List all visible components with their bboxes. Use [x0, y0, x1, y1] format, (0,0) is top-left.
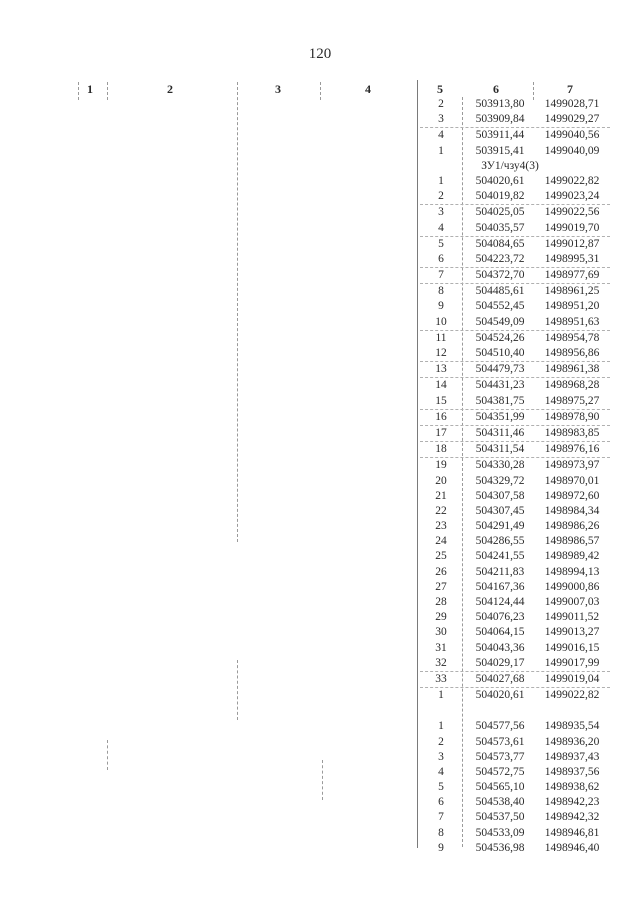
y-coordinate: 1499028,71: [544, 98, 600, 110]
y-coordinate: 1498978,90: [544, 410, 600, 423]
point-number: 12: [435, 347, 447, 359]
table-row: [420, 565, 610, 580]
x-coordinate: 504076,23: [475, 611, 525, 624]
table-row: [420, 810, 610, 825]
x-coordinate: 504307,45: [475, 504, 525, 517]
y-coordinate: 1499000,86: [544, 580, 600, 593]
table-row: [420, 144, 610, 159]
point-number: 20: [435, 474, 447, 487]
x-coordinate: 504291,49: [475, 520, 525, 533]
column-header-7: 7: [567, 82, 573, 96]
point-number: 14: [435, 379, 447, 392]
coordinates-table: [420, 97, 610, 856]
y-coordinate: 1499019,70: [544, 221, 600, 234]
y-coordinate: 1499017,99: [544, 656, 600, 669]
table-row: [420, 580, 610, 595]
x-coordinate: 504020,61: [475, 174, 525, 187]
x-coordinate: 504549,09: [475, 315, 525, 328]
point-number: 16: [435, 410, 447, 423]
table-row: [420, 504, 610, 519]
table-row: [420, 595, 610, 610]
point-number: 28: [435, 596, 447, 608]
point-number: 9: [438, 300, 444, 313]
y-coordinate: 1498994,13: [544, 565, 600, 578]
x-coordinate: 504577,56: [475, 720, 525, 733]
y-coordinate: 1498995,31: [544, 252, 600, 265]
column-divider: [237, 660, 238, 720]
x-coordinate: 504524,26: [475, 331, 525, 344]
point-number: 3: [438, 113, 444, 126]
x-coordinate: 503913,80: [475, 98, 525, 110]
y-coordinate: 1499022,82: [544, 689, 600, 702]
table-row: [420, 442, 610, 458]
table-row: [420, 474, 610, 489]
point-number: 6: [438, 252, 444, 265]
y-coordinate: 1499022,56: [544, 206, 600, 219]
point-number: 8: [438, 285, 444, 298]
y-coordinate: 1498942,32: [544, 811, 600, 824]
column-header-5: 5: [437, 82, 443, 96]
point-number: 5: [438, 237, 444, 250]
y-coordinate: 1499029,27: [544, 113, 600, 126]
y-coordinate: 1499040,56: [544, 129, 600, 142]
y-coordinate: 1498973,97: [544, 459, 600, 472]
point-number: 31: [435, 641, 447, 654]
y-coordinate: 1498937,56: [544, 765, 600, 778]
x-coordinate: 504311,54: [475, 443, 525, 456]
point-number: 3: [438, 750, 444, 763]
y-coordinate: 1498942,23: [544, 796, 600, 809]
table-row: [420, 672, 610, 688]
column-header-2: 2: [167, 82, 173, 96]
y-coordinate: 1498976,16: [544, 443, 600, 456]
y-coordinate: 1499016,15: [544, 641, 600, 654]
y-coordinate: 1498989,42: [544, 550, 600, 563]
table-row: [420, 189, 610, 205]
x-coordinate: 504485,61: [475, 285, 525, 298]
x-coordinate: 504223,72: [475, 252, 525, 265]
table-row: [420, 656, 610, 672]
point-number: 32: [435, 656, 447, 669]
x-coordinate: 504043,36: [475, 641, 525, 654]
table-row: [420, 221, 610, 237]
point-number: 1: [438, 689, 444, 702]
x-coordinate: 504027,68: [475, 672, 525, 685]
x-coordinate: 504351,99: [475, 410, 525, 423]
table-row: [420, 205, 610, 220]
point-number: 19: [435, 459, 447, 472]
table-row: [420, 826, 610, 841]
x-coordinate: 504307,58: [475, 489, 525, 502]
point-number: 8: [438, 826, 444, 839]
table-row: [420, 268, 610, 284]
x-coordinate: 504124,44: [475, 596, 525, 608]
column-header-3: 3: [275, 82, 281, 96]
x-coordinate: 504479,73: [475, 363, 525, 376]
x-coordinate: 504536,98: [475, 841, 525, 854]
x-coordinate: 504286,55: [475, 535, 525, 548]
x-coordinate: 504565,10: [475, 781, 525, 794]
x-coordinate: 504431,23: [475, 379, 525, 392]
y-coordinate: 1499040,09: [544, 144, 600, 157]
x-coordinate: 504211,83: [475, 565, 525, 578]
x-coordinate: 504167,36: [475, 580, 525, 593]
point-number: 25: [435, 550, 447, 563]
y-coordinate: 1498937,43: [544, 750, 600, 763]
table-row: [420, 97, 610, 112]
table-row: [420, 331, 610, 346]
point-number: 27: [435, 580, 447, 593]
x-coordinate: 504029,17: [475, 656, 525, 669]
y-coordinate: 1498936,20: [544, 735, 600, 748]
point-number: 1: [438, 144, 444, 157]
column-header-4: 4: [365, 82, 371, 96]
column-divider: [237, 82, 238, 542]
x-coordinate: 504311,46: [475, 426, 525, 439]
point-number: 13: [435, 363, 447, 376]
table-row: [420, 735, 610, 750]
y-coordinate: 1498972,60: [544, 489, 600, 502]
point-number: 17: [435, 426, 447, 439]
point-number: 7: [438, 811, 444, 824]
x-coordinate: 503911,44: [475, 129, 525, 142]
x-coordinate: 504510,40: [475, 347, 525, 359]
table-row: [420, 841, 610, 856]
y-coordinate: 1498956,86: [544, 347, 600, 359]
column-divider: [107, 740, 108, 770]
point-number: 6: [438, 796, 444, 809]
table-row: [420, 299, 610, 314]
y-coordinate: 1499007,03: [544, 596, 600, 608]
point-number: 4: [438, 765, 444, 778]
point-number: 4: [438, 221, 444, 234]
section-label: ЗУ1/чзу4(3): [481, 159, 539, 172]
x-coordinate: 504537,50: [475, 811, 525, 824]
x-coordinate: 504330,28: [475, 459, 525, 472]
table-row: [420, 458, 610, 473]
x-coordinate: 504084,65: [475, 237, 525, 250]
table-row: [420, 519, 610, 534]
y-coordinate: 1498946,40: [544, 841, 600, 854]
table-row: [420, 688, 610, 703]
x-coordinate: 504019,82: [475, 190, 525, 203]
y-coordinate: 1498938,62: [544, 781, 600, 794]
table-row: [420, 378, 610, 393]
point-number: 22: [435, 504, 447, 517]
x-coordinate: 504572,75: [475, 765, 525, 778]
table-row: [420, 252, 610, 268]
point-number: 11: [435, 331, 447, 344]
table-row: [420, 489, 610, 504]
y-coordinate: 1498951,63: [544, 315, 600, 328]
y-coordinate: 1499011,52: [544, 611, 600, 624]
x-coordinate: 504025,05: [475, 206, 525, 219]
table-row: [420, 625, 610, 640]
point-number: 10: [435, 315, 447, 328]
x-coordinate: 504020,61: [475, 689, 525, 702]
y-coordinate: 1498975,27: [544, 394, 600, 407]
x-coordinate: 503915,41: [475, 144, 525, 157]
x-coordinate: 504573,77: [475, 750, 525, 763]
table-row: [420, 394, 610, 410]
y-coordinate: 1499022,82: [544, 174, 600, 187]
table-row: [420, 284, 610, 299]
point-number: 5: [438, 781, 444, 794]
column-divider: [78, 82, 79, 100]
y-coordinate: 1498954,78: [544, 331, 600, 344]
table-row: [420, 346, 610, 362]
table-row: [420, 315, 610, 331]
point-number: 9: [438, 841, 444, 854]
x-coordinate: 503909,84: [475, 113, 525, 126]
table-row: [420, 750, 610, 765]
point-number: 3: [438, 206, 444, 219]
y-coordinate: 1498986,57: [544, 535, 600, 548]
column-header-6: 6: [493, 82, 499, 96]
table-row: [420, 765, 610, 780]
point-number: 2: [438, 98, 444, 110]
x-coordinate: 504329,72: [475, 474, 525, 487]
y-coordinate: 1498946,81: [544, 826, 600, 839]
x-coordinate: 504035,57: [475, 221, 525, 234]
column-divider: [107, 82, 108, 100]
point-number: 29: [435, 611, 447, 624]
x-coordinate: 504573,61: [475, 735, 525, 748]
point-number: 1: [438, 174, 444, 187]
y-coordinate: 1498951,20: [544, 300, 600, 313]
table-row: [420, 362, 610, 378]
point-number: 15: [435, 394, 447, 407]
table-row: [420, 174, 610, 189]
column-divider: [417, 80, 418, 848]
table-row: [420, 410, 610, 426]
y-coordinate: 1499012,87: [544, 237, 600, 250]
table-row: [420, 795, 610, 810]
point-number: 24: [435, 535, 447, 548]
table-row: [420, 426, 610, 442]
table-row: [420, 549, 610, 564]
column-header-1: 1: [87, 82, 93, 96]
y-coordinate: 1498983,85: [544, 426, 600, 439]
x-coordinate: 504381,75: [475, 394, 525, 407]
table-row: [420, 128, 610, 143]
y-coordinate: 1498986,26: [544, 520, 600, 533]
blank-row: [420, 703, 610, 719]
point-number: 7: [438, 269, 444, 282]
y-coordinate: 1498977,69: [544, 269, 600, 282]
x-coordinate: 504552,45: [475, 300, 525, 313]
point-number: 30: [435, 626, 447, 639]
point-number: 1: [438, 720, 444, 733]
x-coordinate: 504372,70: [475, 269, 525, 282]
x-coordinate: 504538,40: [475, 796, 525, 809]
y-coordinate: 1499023,24: [544, 190, 600, 203]
column-divider: [322, 760, 323, 800]
table-row: [420, 237, 610, 252]
x-coordinate: 504064,15: [475, 626, 525, 639]
column-divider: [320, 82, 321, 100]
table-row: [420, 780, 610, 795]
y-coordinate: 1498961,25: [544, 285, 600, 298]
x-coordinate: 504241,55: [475, 550, 525, 563]
point-number: 4: [438, 129, 444, 142]
x-coordinate: 504533,09: [475, 826, 525, 839]
table-row: [420, 610, 610, 625]
point-number: 18: [435, 443, 447, 456]
y-coordinate: 1499019,04: [544, 672, 600, 685]
y-coordinate: 1498984,34: [544, 504, 600, 517]
point-number: 23: [435, 520, 447, 533]
table-row: [420, 112, 610, 128]
table-row: [420, 719, 610, 734]
y-coordinate: 1498935,54: [544, 720, 600, 733]
table-row: [420, 534, 610, 549]
point-number: 2: [438, 190, 444, 203]
table-row: [420, 641, 610, 656]
y-coordinate: 1498968,28: [544, 379, 600, 392]
point-number: 21: [435, 489, 447, 502]
page-number: 120: [308, 46, 332, 62]
point-number: 2: [438, 735, 444, 748]
y-coordinate: 1498970,01: [544, 474, 600, 487]
y-coordinate: 1499013,27: [544, 626, 600, 639]
point-number: 33: [435, 672, 447, 685]
y-coordinate: 1498961,38: [544, 363, 600, 376]
point-number: 26: [435, 565, 447, 578]
section-heading: [420, 159, 610, 174]
